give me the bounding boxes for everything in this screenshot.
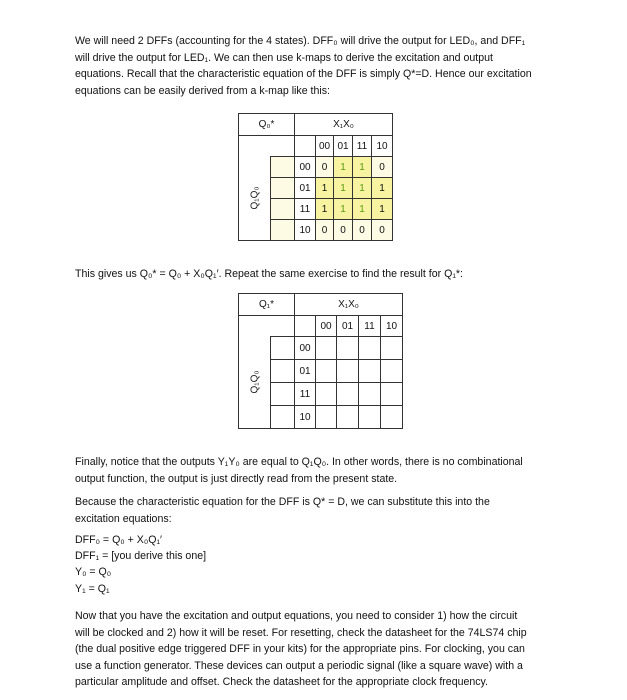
kmap-row-header: 11 [295,383,316,406]
kmap-blank [239,316,295,337]
kmap-cell: 1 [372,178,393,199]
now-line: will be clocked and 2) how it will be reset. For resetting, check the datasheet for the 74LS74 chip [75,626,527,639]
kmap-cell [337,406,359,429]
kmap-spacer [271,178,295,199]
kmap-row-header: 01 [295,178,316,199]
kmap-row-header: 01 [295,360,316,383]
kmap-row-header: 10 [295,220,316,241]
kmap-cell [381,360,403,383]
kmap-cell [337,383,359,406]
kmap-cell [316,337,337,360]
kmap-row-variable: Q₁Q₀ [239,157,271,241]
kmap-q1 [238,293,403,429]
kmap-cell: 1 [353,178,372,199]
kmap-cell [381,383,403,406]
kmap-row-header: 00 [295,157,316,178]
kmap-cell [381,406,403,429]
kmap-cell [359,337,381,360]
kmap-cell: 0 [353,220,372,241]
kmap-col-header: 00 [316,136,334,157]
now-line: particular amplitude and offset. Check the datasheet for the appropriate clock frequency. [75,676,489,689]
kmap-cell [359,383,381,406]
kmap-col-header: 00 [316,316,337,337]
kmap-col-header: 11 [359,316,381,337]
kmap-spacer [271,157,295,178]
kmap-cell: 0 [316,220,334,241]
kmap-col-variable: X₁X₀ [295,114,393,136]
intro-line: will drive the output for LED₁. We can then use k-maps to derive the excitation and output [75,51,493,64]
kmap-blank [239,136,295,157]
kmap-col-header: 11 [353,136,372,157]
kmap-spacer [271,220,295,241]
kmap-cell: 1 [334,199,353,220]
kmap-spacer [295,136,316,157]
kmap-cell [316,383,337,406]
kmap-row-variable: Q₁Q₀ [239,337,271,429]
equation: Y₀ = Q₀ [75,566,112,579]
kmap-row-header: 11 [295,199,316,220]
kmap-cell: 1 [316,178,334,199]
intro-line: We will need 2 DFFs (accounting for the 4 states). DFF₀ will drive the output for LED₀, and DFF₁ [75,35,526,47]
kmap-col-header: 10 [372,136,393,157]
intro-paragraph [75,33,553,99]
kmap-cell [337,360,359,383]
now-line: Now that you have the excitation and output equations, you need to consider 1) how the circuit [75,610,518,622]
equations-block [75,532,206,597]
kmap-cell: 1 [334,157,353,178]
finally-line: Finally, notice that the outputs Y₁Y₀ are equal to Q₁Q₀. In other words, there is no combinational [75,456,523,468]
because-line: excitation equations: [75,512,172,525]
kmap-cell: 1 [334,178,353,199]
kmap-cell: 0 [372,220,393,241]
finally-paragraph [75,454,553,487]
kmap-spacer [271,337,295,360]
kmap-cell [316,406,337,429]
finally-line: output function, the output is just directly read from the present state. [75,472,398,485]
kmap-cell: 0 [372,157,393,178]
kmap-cell [381,337,403,360]
kmap-cell [359,406,381,429]
kmap-row-header: 00 [295,337,316,360]
kmap-spacer [271,199,295,220]
kmap-cell: 1 [353,199,372,220]
equation: Y₁ = Q₁ [75,582,110,595]
equation: DFF₀ = Q₀ + X₀Q₁′ [75,534,163,546]
kmap-col-variable: X₁X₀ [295,294,403,316]
because-paragraph [75,494,553,527]
intro-line: equations. Recall that the characteristic equation of the DFF is simply Q*=D. Hence our excitation [75,68,532,81]
middle-line: This gives us Q₀* = Q₀ + X₀Q₁′. Repeat the same exercise to find the result for Q₁*: [75,268,463,280]
kmap-col-header: 10 [381,316,403,337]
kmap-cell [359,360,381,383]
kmap-cell: 0 [316,157,334,178]
kmap-spacer [271,383,295,406]
kmap-cell: 1 [353,157,372,178]
kmap-cell [337,337,359,360]
kmap-corner: Q₁* [239,294,295,316]
kmap-cell: 0 [334,220,353,241]
now-paragraph [75,608,553,691]
equation: DFF₁ = [you derive this one] [75,550,207,563]
kmap-spacer [271,406,295,429]
kmap-spacer [295,316,316,337]
kmap-spacer [271,360,295,383]
now-line: use a function generator. These devices can output a periodic signal (like a square wave) with a [75,659,523,672]
kmap-row-header: 10 [295,406,316,429]
kmap-corner: Q₀* [239,114,295,136]
kmap-col-header: 01 [334,136,353,157]
kmap-cell: 1 [372,199,393,220]
kmap-q0 [238,113,393,241]
now-line: (the dual positive edge triggered DFF in your kits) for the appropriate pins. For clocking, you can [75,643,525,656]
middle-paragraph [75,266,553,283]
because-line: Because the characteristic equation for the DFF is Q* = D, we can substitute this into the [75,496,490,508]
kmap-col-header: 01 [337,316,359,337]
kmap-cell: 1 [316,199,334,220]
intro-line: equations can be easily derived from a k-map like this: [75,84,330,97]
kmap-cell [316,360,337,383]
